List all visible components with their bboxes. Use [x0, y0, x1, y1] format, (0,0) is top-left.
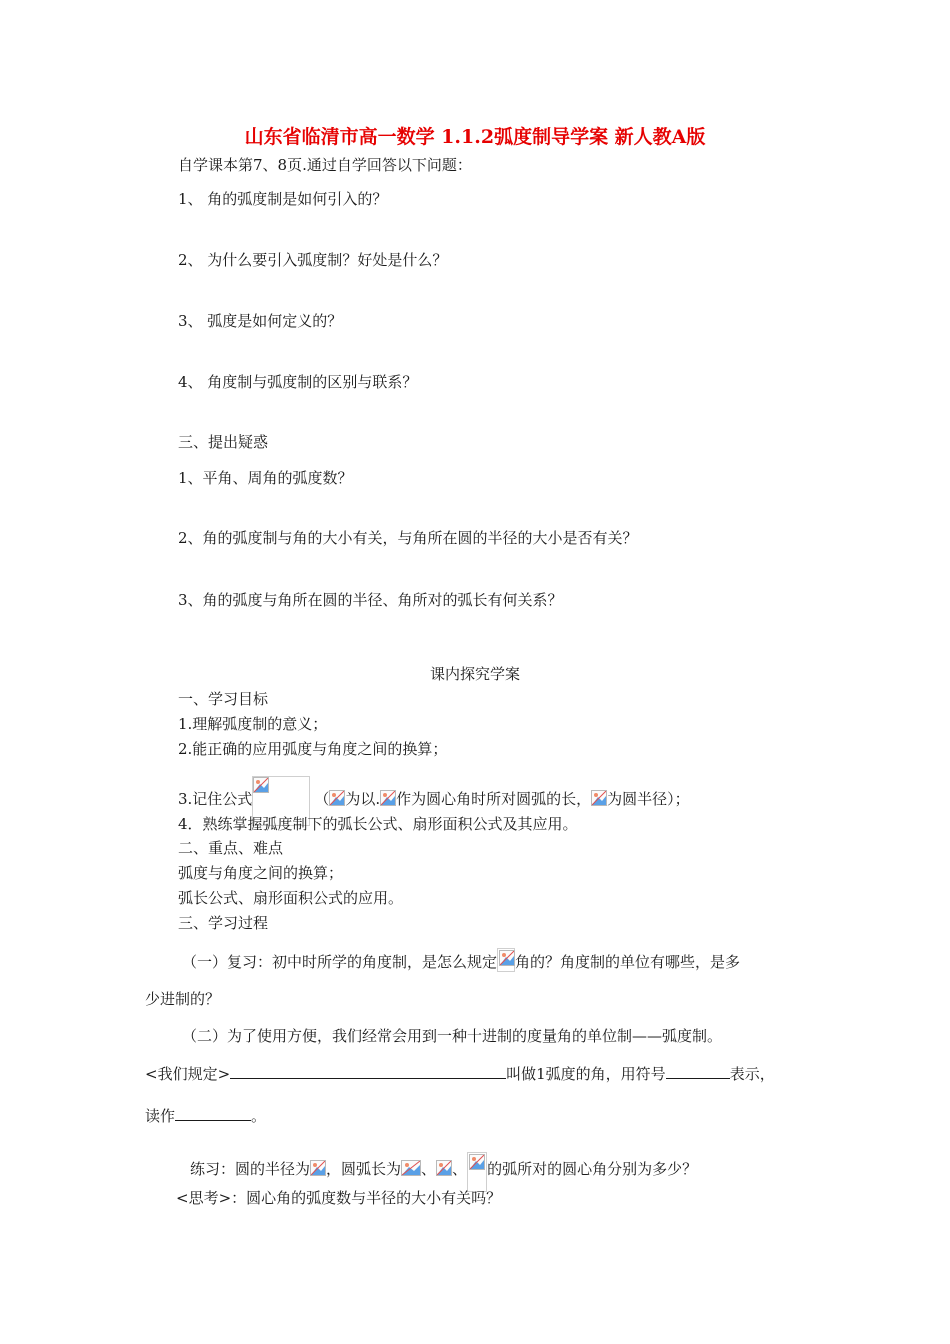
review-line-2: 少进制的？: [145, 990, 221, 1008]
reading-prefix: 读作: [145, 1107, 176, 1125]
goal-3-prefix: 3.记住公式: [178, 790, 253, 808]
self-study-question-1: 1、 角的弧度制是如何引入的？: [178, 190, 388, 208]
self-study-question-2: 2、 为什么要引入弧度制？好处是什么？: [178, 251, 448, 269]
broken-image-icon: [591, 790, 607, 806]
exercise-sep-2: 、: [452, 1160, 468, 1178]
review-part-1: （一）复习：初中时所学的角度制，是怎么规定: [182, 953, 498, 971]
definition-blank[interactable]: [230, 1062, 506, 1079]
process-heading: 三、学习过程: [178, 914, 269, 932]
exercise-part-2: ，圆弧长为: [326, 1160, 402, 1178]
definition-line: [145, 1062, 775, 1084]
definition-mid: 叫做1弧度的角，用符号: [506, 1065, 666, 1083]
key-point-2: 弧长公式、扇形面积公式的应用。: [178, 889, 404, 907]
exercise-line: [190, 1152, 697, 1192]
broken-image-icon: [499, 950, 515, 966]
broken-image-icon: [469, 1154, 485, 1170]
goal-3-text-3: 为圆半径）；: [607, 790, 690, 808]
broken-image-icon: [310, 1160, 326, 1176]
definition-prefix: <我们规定>: [145, 1065, 231, 1083]
symbol-blank[interactable]: [666, 1062, 730, 1079]
goal-4: 4．熟练掌握弧度制下的弧长公式、扇形面积公式及其应用。: [178, 815, 578, 833]
self-study-question-3: 3、 弧度是如何定义的？: [178, 312, 343, 330]
section-title: 课内探究学案: [429, 665, 520, 683]
think-line: <思考>：圆心角的弧度数与半径的大小有关吗？: [176, 1189, 502, 1207]
image-box: [467, 1152, 487, 1192]
decimal-line: （二）为了使用方便，我们经常会用到一种十进制的度量角的单位制——弧度制。: [182, 1027, 723, 1045]
broken-image-icon: [401, 1160, 421, 1176]
doubts-heading: 三、提出疑惑: [178, 433, 269, 451]
image-box: [497, 948, 515, 972]
goal-3-text-1: 为以.: [345, 790, 381, 808]
goals-heading: 一、学习目标: [178, 690, 269, 708]
reading-suffix: 。: [251, 1107, 267, 1125]
goal-2: 2.能正确的应用弧度与角度之间的换算；: [178, 740, 448, 758]
doubt-item-1: 1、平角、周角的弧度数？: [178, 469, 353, 487]
definition-suffix: 表示，: [729, 1065, 775, 1083]
review-line-1: [182, 948, 740, 972]
intro-text: 自学课本第7、8页.通过自学回答以下问题：: [178, 156, 472, 174]
goal-3-text-2: 作为圆心角时所对圆弧的长，: [396, 790, 592, 808]
key-heading: 二、重点、难点: [178, 839, 284, 857]
doubt-item-3: 3、角的弧度与角所在圆的半径、角所对的弧长有何关系？: [178, 591, 563, 609]
broken-image-icon: [380, 790, 396, 806]
reading-blank[interactable]: [175, 1104, 251, 1121]
broken-image-icon: [436, 1160, 452, 1176]
document-title: 山东省临清市高一数学 1.1.2弧度制导学案 新人教A版: [244, 126, 706, 148]
exercise-part-1: 练习：圆的半径为: [190, 1160, 311, 1178]
reading-line: [145, 1104, 266, 1126]
review-part-2: 角的？角度制的单位有哪些，是多: [515, 953, 741, 971]
goal-3-open: （: [314, 790, 330, 808]
key-point-1: 弧度与角度之间的换算；: [178, 864, 344, 882]
goal-1: 1.理解弧度制的意义；: [178, 715, 328, 733]
doubt-item-2: 2、角的弧度制与角的大小有关，与角所在圆的半径的大小是否有关？: [178, 529, 638, 547]
exercise-sep-1: 、: [421, 1160, 437, 1178]
exercise-part-3: 的弧所对的圆心角分别为多少？: [487, 1160, 698, 1178]
broken-image-icon: [329, 790, 345, 806]
broken-image-icon: [253, 777, 269, 793]
self-study-question-4: 4、 角度制与弧度制的区别与联系？: [178, 373, 418, 391]
